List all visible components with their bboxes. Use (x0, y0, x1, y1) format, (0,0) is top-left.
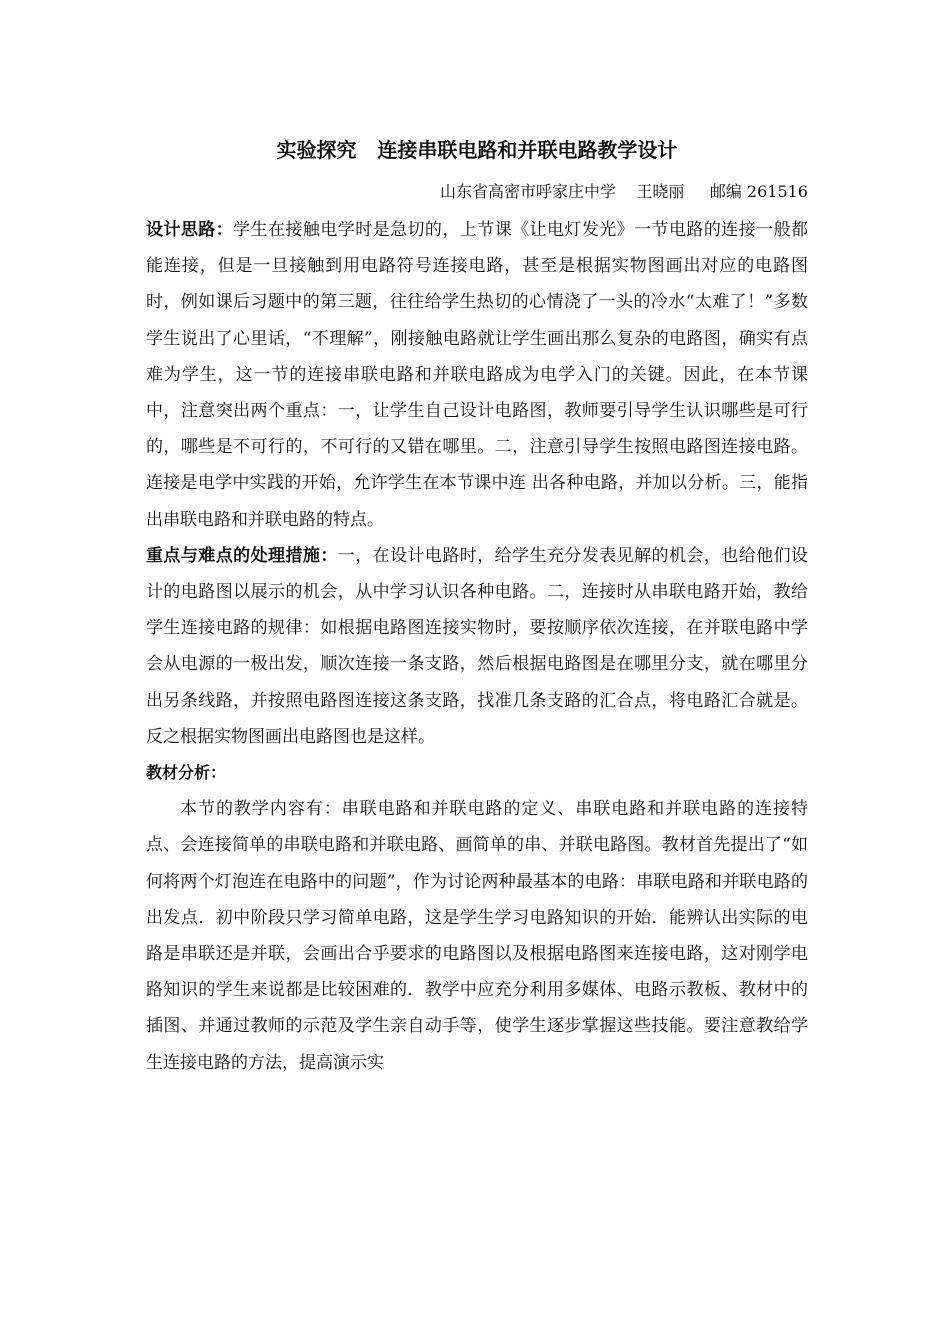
document-title: 实验探究 连接串联电路和并联电路教学设计 (276, 138, 678, 162)
analysis-heading: 教材分析： (146, 763, 227, 783)
document-page (146, 128, 808, 1081)
key-points-label: 重点与难点的处理措施： (146, 545, 338, 566)
author-byline: 山东省高密市呼家庄中学 王晓丽 邮编 261516 (440, 182, 808, 201)
key-points-paragraph (146, 538, 808, 755)
key-points-text: 一，在设计电路时，给学生充分发表见解的机会，也给他们设计的电路图以展示的机会，从中学习认识各种电路。二，连接时从串联电路开始，教给学生连接电路的规律：如根据电路图连接实物时，要按顺序依次连接，在并联电路中学会从电源的一极出发，顺次连接一条支路，然后根据电路图是在哪里分支，就在哪里分出另条线路，并按照电路图连接这条支路，找准几条支路的汇合点，将电路汇合就是。反之根据实物图画出电路图也是这样。 (146, 545, 809, 747)
design-idea-paragraph (146, 212, 808, 538)
design-idea-text: 学生在接触电学时是急切的，上节课《让电灯发光》一节电路的连接一般都能连接，但是一旦接触到用电路符号连接电路，甚至是根据实物图画出对应的电路图时，例如课后习题中的第三题，往往给学生热切的心情浇了一头的冷水“太难了！”多数学生说出了心里话，“不理解”，刚接触电路就让学生画出那么复杂的电路图，确实有点难为学生，这一节的连接串联电路和并联电路成为电学入门的关键。因此，在本节课中，注意突出两个重点：一，让学生自己设计电路图，教师要引导学生认识哪些是可行的，哪些是不可行的，不可行的又错在哪里。二，注意引导学生按照电路图连接电路。连接是电学中实践的开始，允许学生在本节课中连 出各种电路，并加以分析。三，能指出串联电路和并联电路的特点。 (146, 220, 809, 530)
design-idea-label: 设计思路： (146, 220, 234, 240)
analysis-paragraph: 本节的教学内容有：串联电路和并联电路的定义、串联电路和并联电路的连接特点、会连接简单的串联电路和并联电路、画简单的串、并联电路图。教材首先提出了“如何将两个灯泡连在电路中的问题”，作为讨论两种最基本的电路：串联电路和并联电路的出发点．初中阶段只学习简单电路，这是学生学习电路知识的开始．能辨认出实际的电路是串联还是并联，会画出合乎要求的电路图以及根据电路图来连接电路，这对刚学电路知识的学生来说都是比较困难的．教学中应充分利用多媒体、电路示教板、教材中的插图、并通过教师的示范及学生亲自动手等，使学生逐步掌握这些技能。要注意教给学生连接电路的方法，提高演示实 (146, 799, 808, 1073)
